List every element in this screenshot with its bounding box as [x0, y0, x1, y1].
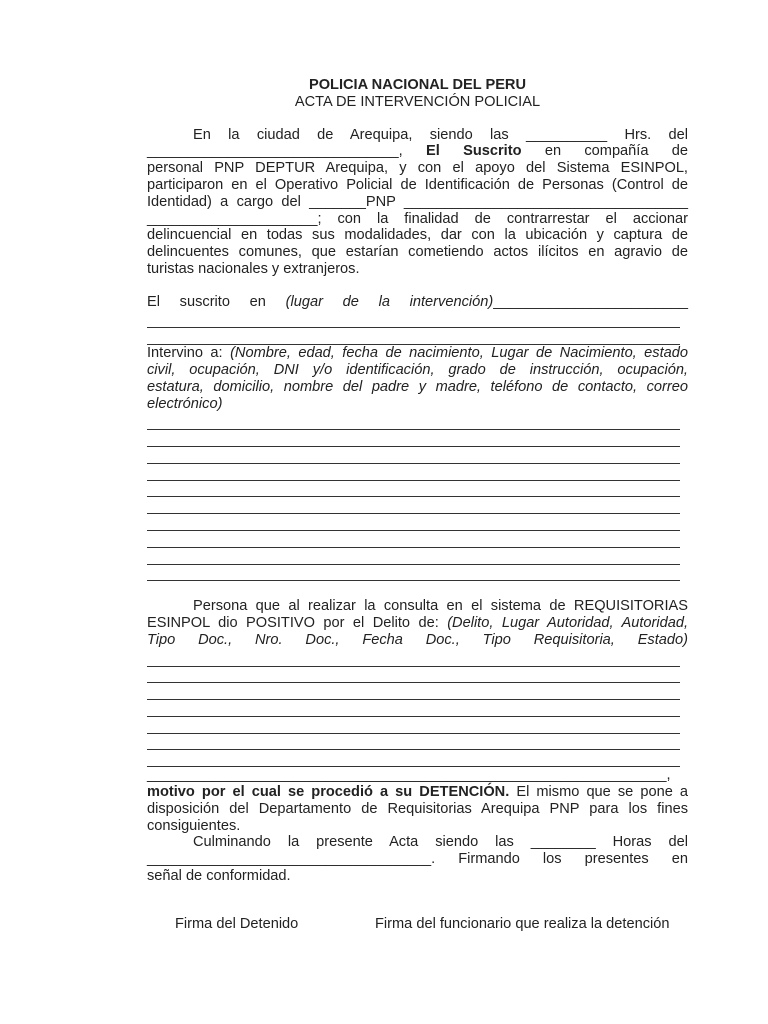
- detencion-line-3: consiguientes.: [147, 817, 241, 834]
- intro-line-5: Identidad) a cargo del _______PNP ___________________________________: [147, 193, 688, 210]
- detencion-line-1: [147, 784, 688, 801]
- intro-line-4: participaron en el Operativo Policial de Identificación de Personas (Control de: [147, 176, 688, 193]
- paragraph-intervino: [147, 345, 688, 581]
- blank-line: [147, 750, 680, 767]
- paragraph-culminando: [147, 834, 688, 884]
- culminando-line-1: Culminando la presente Acta siendo las ________ Horas del: [193, 834, 688, 851]
- culminando-line-2: ___________________________________. Firmando los presentes en: [147, 851, 688, 868]
- intervino-hint-1: (Nombre, edad, fecha de nacimiento, Lugar de Nacimiento, estado: [230, 345, 689, 362]
- requisitoria-hint-2: Tipo Doc., Nro. Doc., Fecha Doc., Tipo Requisitoria, Estado): [147, 631, 688, 648]
- blank-line: [147, 667, 680, 684]
- requisitoria-line-1: Persona que al realizar la consulta en el sistema de REQUISITORIAS: [193, 598, 688, 615]
- blank-line: [147, 700, 680, 717]
- lugar-lead: El suscrito en: [147, 293, 266, 310]
- document-subtitle: ACTA DE INTERVENCIÓN POLICIAL: [294, 93, 541, 110]
- lugar-blank: ________________________: [493, 293, 688, 310]
- requisitoria-hint-1: (Delito, Lugar Autoridad, Autoridad,: [447, 615, 688, 632]
- blank-line: [147, 717, 680, 734]
- signature-funcionario: Firma del funcionario que realiza la detención: [375, 916, 670, 932]
- intro-line-8: delincuentes comunes, que estarían cometiendo actos ilícitos en agravio de: [147, 244, 688, 261]
- blank-line: [147, 514, 680, 531]
- blank-line: [147, 531, 680, 548]
- requisitoria-line-2: [147, 615, 688, 632]
- document-body: [147, 77, 688, 885]
- intervino-hint-4: electrónico): [147, 395, 223, 412]
- blank-line: [147, 481, 680, 498]
- intro-line-7: delincuencial en todas sus modalidades, dar con la ubicación y captura de: [147, 227, 688, 244]
- blank-line: [147, 312, 680, 329]
- blank-line: [147, 328, 680, 345]
- blank-line: [147, 430, 680, 447]
- requisitoria-text: ESINPOL dio POSITIVO por el Delito de:: [147, 615, 439, 632]
- blank-line: [147, 464, 680, 481]
- lugar-blank-lines: [147, 312, 688, 346]
- detencion-blank-line: ________________________________________________________________,: [147, 767, 671, 784]
- culminando-line-3: señal de conformidad.: [147, 868, 291, 885]
- intervino-hint-3: estatura, domicilio, nombre del padre y madre, teléfono de contacto, correo: [147, 378, 688, 395]
- intervino-hint-2: civil, ocupación, DNI y/o identificación, grado de instrucción, ocupación,: [147, 361, 688, 378]
- blank-date: _______________________________,: [147, 143, 403, 160]
- intervino-blank-lines: [147, 413, 688, 581]
- blank-line: [147, 565, 680, 582]
- paragraph-detencion: [147, 767, 688, 834]
- blank-line: [147, 683, 680, 700]
- paragraph-requisitoria: [147, 598, 688, 767]
- lugar-hint: (lugar de la intervención): [285, 293, 494, 310]
- suscrito-label: El Suscrito: [426, 143, 522, 160]
- paragraph-intro: [147, 127, 688, 278]
- signature-detenido: Firma del Detenido: [175, 916, 299, 932]
- blank-line: [147, 734, 680, 751]
- detencion-bold: motivo por el cual se procedió a su DETENCIÓN.: [147, 784, 510, 801]
- intro-line-2: [147, 143, 688, 160]
- intervino-label: Intervino a:: [147, 345, 223, 362]
- lugar-line: [147, 294, 688, 311]
- intro-line-3: personal PNP DEPTUR Arequipa, y con el apoyo del Sistema ESINPOL,: [147, 160, 688, 177]
- blank-line: [147, 497, 680, 514]
- blank-line: [147, 413, 680, 430]
- blank-line: [147, 548, 680, 565]
- document-title: POLICIA NACIONAL DEL PERU: [308, 77, 527, 93]
- intro-line-9: turistas nacionales y extranjeros.: [147, 260, 360, 277]
- detencion-rest: El mismo que se pone a: [516, 784, 688, 801]
- intervino-line-1: [147, 345, 688, 362]
- intro-line-6: _____________________; con la finalidad de contrarrestar el accionar: [147, 210, 688, 227]
- paragraph-lugar: [147, 294, 688, 345]
- requisitoria-blank-lines: [147, 650, 688, 768]
- intro-line-1: En la ciudad de Arequipa, siendo las __________ Hrs. del: [193, 126, 688, 143]
- blank-line: [147, 447, 680, 464]
- intro-line-2-rest: en compañía de: [544, 143, 689, 160]
- blank-line: [147, 650, 680, 667]
- detencion-line-2: disposición del Departamento de Requisitorias Arequipa PNP para los fines: [147, 800, 688, 817]
